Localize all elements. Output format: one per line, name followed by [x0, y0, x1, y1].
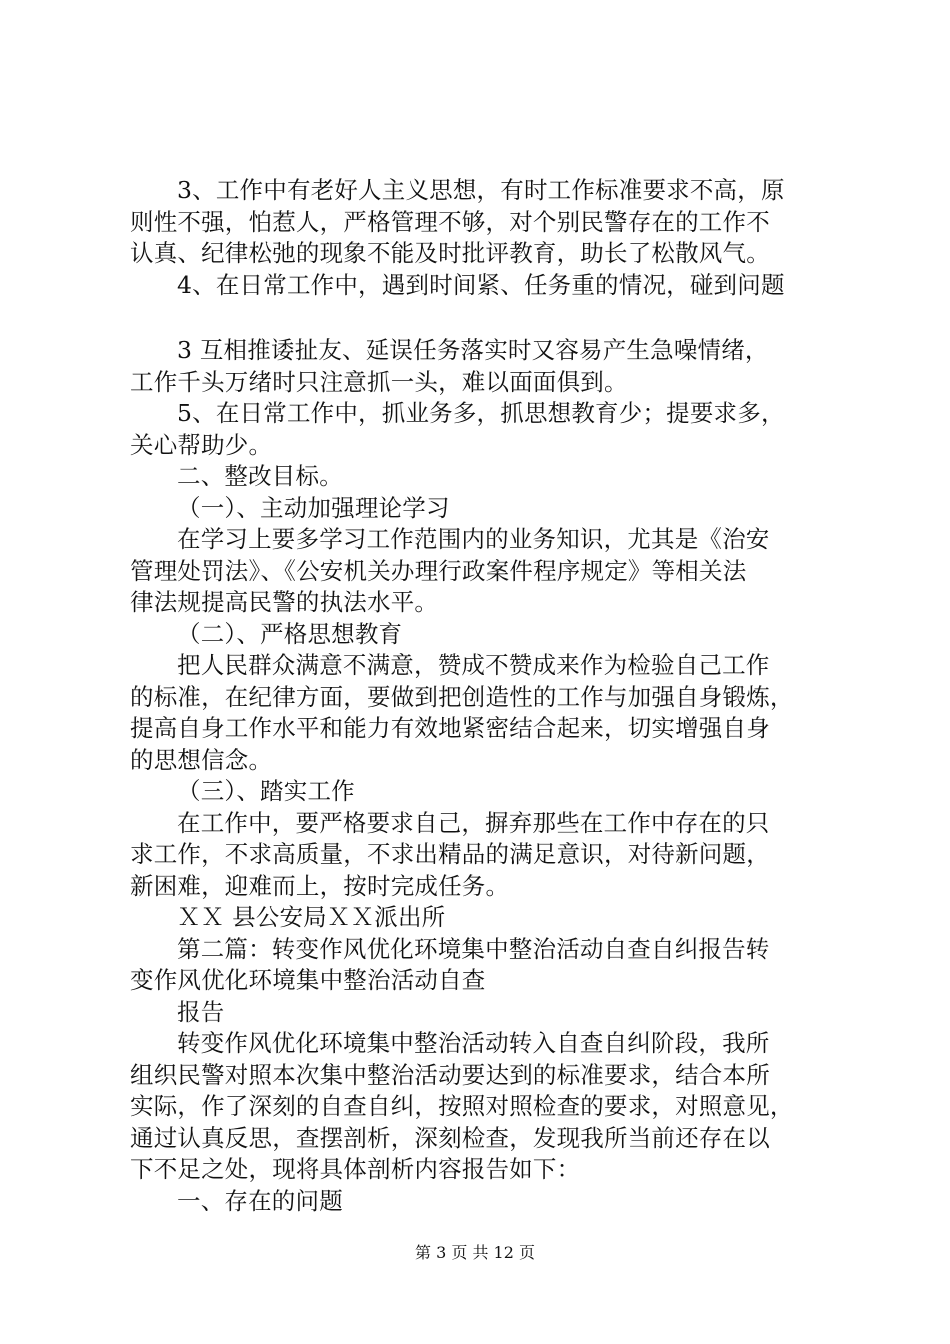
subsection-heading: （三）、踏实工作	[177, 777, 355, 805]
paragraph-line: 认真、纪律松弛的现象不能及时批评教育，助长了松散风气。	[130, 239, 770, 267]
page-break-gap	[130, 301, 840, 335]
paragraph-line: 在工作中，要严格要求自己，摒弃那些在工作中存在的只	[177, 808, 770, 837]
paragraph-line: 管理处罚法》、《公安机关办理行政案件程序规定》等相关法	[130, 556, 747, 585]
paragraph-line: 实际，作了深刻的自查自纠，按照对照检查的要求，对照意见，	[130, 1092, 794, 1120]
subsection-heading: （二）、严格思想教育	[177, 619, 403, 648]
paragraph-line: 工作千头万绪时只注意抓一头，难以面面俱到。	[130, 367, 628, 396]
paragraph-line: 4、在日常工作中，遇到时间紧、任务重的情况，碰到问题	[177, 270, 785, 299]
paragraph-line: 5、在日常工作中，抓业务多，抓思想教育少；提要求多，	[177, 399, 785, 427]
paragraph-line: 的思想信念。	[130, 745, 273, 774]
paragraph-line: 的标准，在纪律方面，要做到把创造性的工作与加强自身锻炼，	[130, 682, 794, 711]
paragraph-line: 律法规提高民警的执法水平。	[130, 588, 439, 616]
paragraph-line: 提高自身工作水平和能力有效地紧密结合起来，切实增强自身	[130, 714, 770, 742]
paragraph-line: 关心帮助少。	[130, 430, 273, 459]
paragraph-line: 3、工作中有老好人主义思想，有时工作标准要求不高，原	[177, 176, 785, 204]
paragraph-line: 转变作风优化环境集中整治活动转入自查自纠阶段，我所	[177, 1029, 770, 1057]
paragraph-line: 组织民警对照本次集中整治活动要达到的标准要求，结合本所	[130, 1060, 770, 1089]
paragraph-line: 求工作，不求高质量，不求出精品的满足意识，对待新问题，	[130, 840, 770, 868]
subsection-heading: （一）、主动加强理论学习	[177, 493, 450, 522]
section-heading: 一、存在的问题	[177, 1186, 343, 1215]
paragraph-line: 下不足之处，现将具体剖析内容报告如下：	[130, 1155, 581, 1183]
paragraph-line: 3 互相推诿扯友、延误任务落实时又容易产生急噪情绪，	[177, 336, 769, 364]
paragraph-line: 通过认真反思，查摆剖析，深刻检查，发现我所当前还存在以	[130, 1123, 770, 1152]
paragraph-line: 变作风优化环境集中整治活动自查	[130, 966, 486, 994]
section-heading: 二、整改目标。	[177, 462, 343, 490]
paragraph-line: 第二篇：转变作风优化环境集中整治活动自查自纠报告转	[177, 934, 770, 963]
paragraph-line: 则性不强，怕惹人，严格管理不够，对个别民警存在的工作不	[130, 207, 770, 236]
paragraph-line: 新困难，迎难而上，按时完成任务。	[130, 871, 510, 900]
paragraph-line: 把人民群众满意不满意，赞成不赞成来作为检验自己工作	[177, 651, 770, 679]
paragraph-line: 报告	[177, 997, 225, 1026]
paragraph-line: 在学习上要多学习工作范围内的业务知识，尤其是《治安	[177, 525, 770, 553]
page-number-footer: 第 3 页 共 12 页	[415, 1243, 535, 1262]
document-body	[130, 175, 840, 1217]
signature-line: ＸＸ 县公安局ＸＸ派出所	[177, 903, 446, 931]
